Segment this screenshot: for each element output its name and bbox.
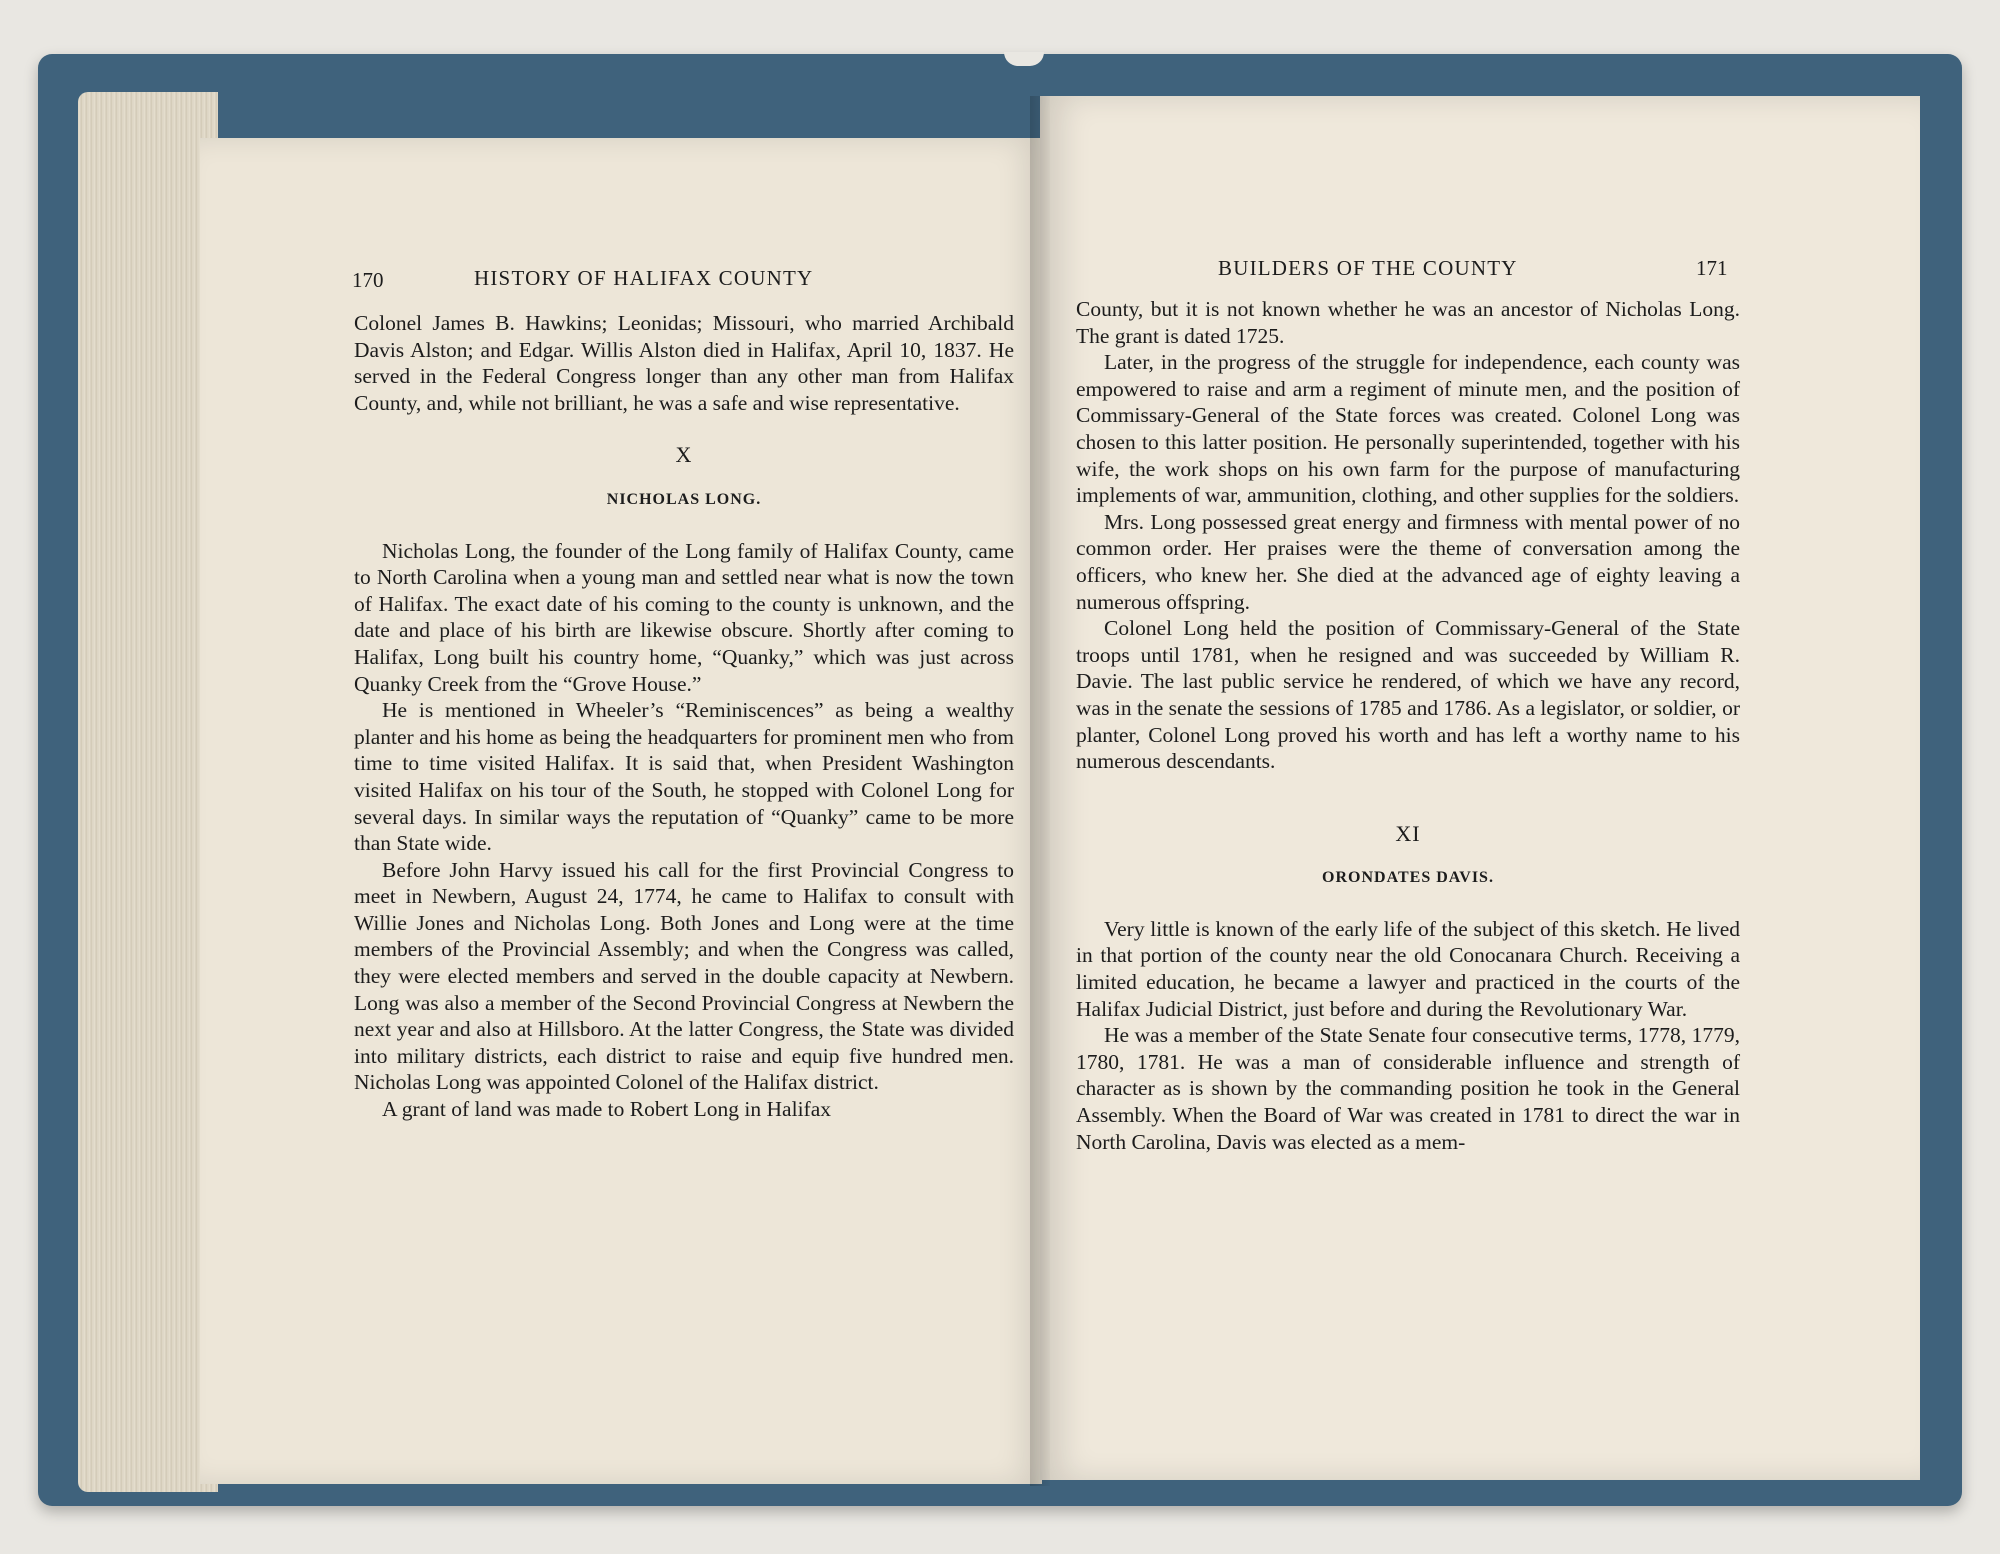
page-block-edge bbox=[78, 92, 218, 1492]
left-para-2: He is mentioned in Wheeler’s “Reminiscences” as being a wealthy planter and his home as being the headquarters for prominent men who from time to time visited Halifax. It is said that, when President Washington visited Halifax on his tour of the South, he stopped with Colonel Long for several days. In similar ways the reputation of “Quanky” came to be more than State wide. bbox=[354, 698, 1014, 856]
section-numeral-xi: XI bbox=[1395, 820, 1421, 846]
left-page-number: 170 bbox=[352, 268, 384, 292]
left-page bbox=[200, 138, 1042, 1484]
left-para-3: Before John Harvy issued his call for the first Provincial Congress to meet in Newbern, August 24, 1774, he came to Halifax to consult with Willie Jones and Nicholas Long. Both Jones and Long were at the time members of the Provincial Assembly; and when the Congress was called, they were elected members and served in the double capacity at Newbern. Long was also a member of the Second Provincial Congress at Newbern the next year and also at Hillsboro. At the latter Congress, the State was divided into military districts, each district to raise and equip five hundred men. Nicholas Long was appointed Colonel of the Halifax district. bbox=[354, 857, 1014, 1095]
right-para-3: Colonel Long held the position of Commissary-General of the State troops until 1781, when he resigned and was succeeded by William R. Davie. The last public service he rendered, of which we have any record, was in the senate the sessions of 1785 and 1786. As a legislator, or soldier, or planter, Colonel Long proved his worth and has left a worthy name to his numerous descendants. bbox=[1076, 616, 1740, 774]
right-page bbox=[1040, 96, 1920, 1480]
left-para-4: A grant of land was made to Robert Long in Halifax bbox=[382, 1097, 832, 1122]
left-text-column bbox=[354, 310, 1014, 1123]
section-numeral-x: X bbox=[675, 442, 693, 468]
left-para-intro: Colonel James B. Hawkins; Leonidas; Missouri, who married Archibald Davis Alston; and Edgar. Willis Alston died in Halifax, April 10, 1837. He served in the Federal Congress longer than any other man from Halifax County, and, while not brilliant, he was a safe and wise representative. bbox=[354, 311, 1014, 415]
right-para-2: Mrs. Long possessed great energy and firmness with mental power of no common order. Her praises were the theme of conversation among the officers, who knew her. She died at the advanced age of eighty leaving a numerous offspring. bbox=[1076, 509, 1740, 614]
left-running-head: HISTORY OF HALIFAX COUNTY bbox=[474, 266, 814, 290]
right-text-column bbox=[1076, 296, 1740, 1155]
right-para-1: Later, in the progress of the struggle for independence, each county was empowered to raise and arm a regiment of minute men, and the position of Commissary-General of the State forces was created. Colonel Long was chosen to this latter position. He personally superintended, together with his wife, the work shops on his own farm for the purpose of manufacturing implements of war, ammunition, clothing, and other supplies for the soldiers. bbox=[1076, 350, 1740, 508]
section-title-orondates-davis: ORONDATES DAVIS. bbox=[1322, 869, 1494, 887]
right-para-4: Very little is known of the early life of the subject of this sketch. He lived in that portion of the county near the old Conocanara Church. Receiving a limited education, he became a lawyer and practiced in the courts of the Halifax Judicial District, just before and during the Revolutionary War. bbox=[1076, 916, 1740, 1021]
right-page-number: 171 bbox=[1696, 256, 1728, 280]
right-para-5: He was a member of the State Senate four consecutive terms, 1778, 1779, 1780, 1781. He was a man of considerable influence and strength of character as is shown by the commanding position he took in the General Assembly. When the Board of War was created in 1781 to direct the war in North Carolina, Davis was elected as a mem- bbox=[1076, 1023, 1740, 1154]
left-para-1: Nicholas Long, the founder of the Long family of Halifax County, came to North Carolina when a young man and settled near what is now the town of Halifax. The exact date of his coming to the county is unknown, and the date and place of his birth are likewise obscure. Shortly after coming to Halifax, Long built his country home, “Quanky,” which was just across Quanky Creek from the “Grove House.” bbox=[354, 538, 1014, 696]
section-title-nicholas-long: NICHOLAS LONG. bbox=[606, 490, 762, 508]
book-gutter bbox=[1030, 96, 1050, 1486]
right-running-head: BUILDERS OF THE COUNTY bbox=[1218, 256, 1518, 280]
right-para-intro: County, but it is not known whether he was an ancestor of Nicholas Long. The grant is dated 1725. bbox=[1076, 297, 1740, 348]
